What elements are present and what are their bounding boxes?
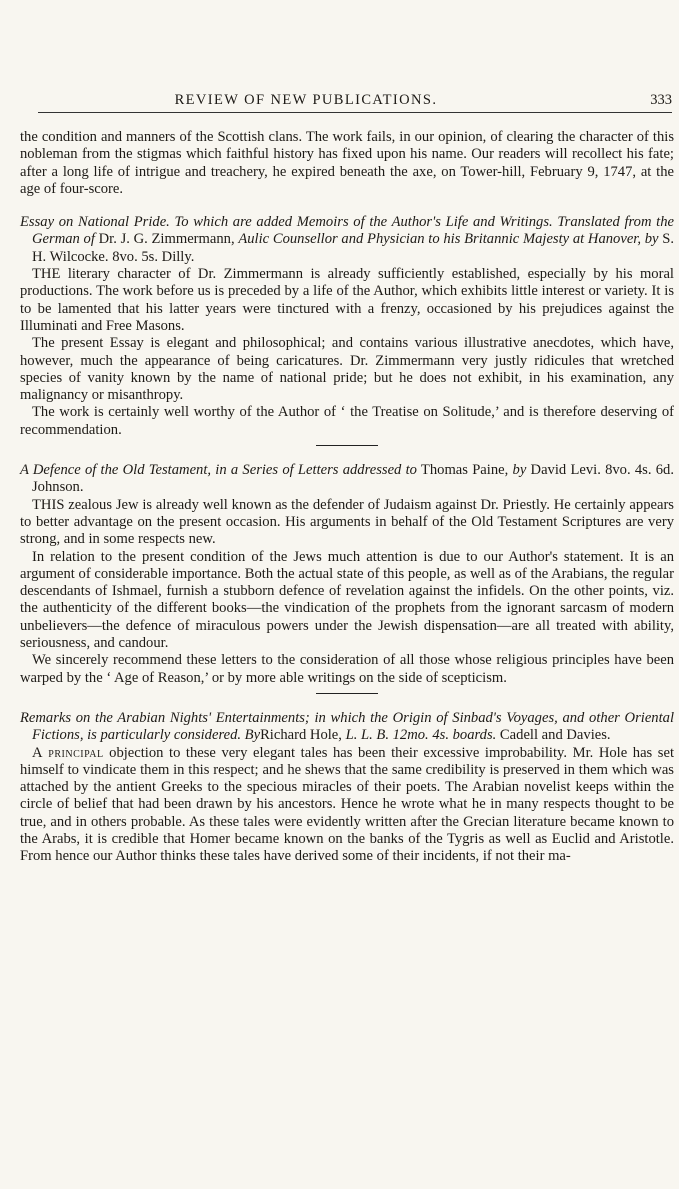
entry-paragraph: We sincerely recommend these letters to the consideration of all those whose religious principles have been warped by the ‘ Age of Reason,’ or by more able writings on the side of scepticism. [20,652,674,686]
running-title: REVIEW OF NEW PUBLICATIONS. [174,92,438,108]
entry-title-rest: Cadell and Davies. [496,727,611,744]
review-entry [20,214,674,446]
entry-paragraph [20,745,674,866]
entry-title [20,214,674,266]
section-divider [316,693,378,694]
entry-title [20,462,674,497]
entry-title-rest: David Levi. 8vo. 4s. 6d. Johnson. [32,462,674,496]
entry-title-italic: A Defence of the Old Testament, in a Series of Letters addressed to [20,462,417,479]
lead-smallcaps: A principal [32,744,104,761]
page-header [20,92,672,116]
entry-paragraph-text: objection to these very elegant tales has been their excessive improbability. Mr. Hole has set himself to vindicate them in this respect; and he shews that the same credibility is preserved in them which was attached by the antient Greeks to the specious miracles of their poets. The Arabian novelist keeps within the circle of belief that had been drawn by his ancestors. Hence he wrote what he in many respects thought to be true, and in others probable. As these tales were evidently written after the Grecian literature became known to the Arabs, it is credible that Homer became known on the banks of the Tygris as well as Euclid and Aristotle. From hence our Author thinks these tales have derived some of their incidents, if not their ma- [20,744,675,865]
entry-paragraph: The present Essay is elegant and philosophical; and contains various illustrative anecdotes, which have, however, much the appearance of being caricatures. Dr. Zimmermann very justly ridicules that wretched species of vanity known by the name of national pride; but he does not exhibit, in his examination, any malignancy or misanthropy. [20,335,674,404]
entry-paragraph: THIS zealous Jew is already well known as the defender of Judaism against Dr. Priestly. He certainly appears to better advantage on the present occasion. His arguments in behalf of the Old Testament Scriptures are very strong, and in some respects new. [20,496,674,548]
header-rule [38,112,672,113]
entry-title-italic-2: by [512,462,527,479]
entry-title-author: Thomas Paine, [416,462,513,479]
entry-title-italic-2: L. L. B. 12mo. 4s. boards. [345,727,497,744]
entry-paragraph: In relation to the present condition of the Jews much attention is due to our Author's statement. It is an argument of considerable importance. Both the actual state of this people, as well as of the Arabians, the regular descendants of Ishmael, furnish a stubborn defence of revelation against the infidels. On the other points, viz. the authenticity of the different books—the vindication of the prophets from the ignorant sarcasm of modern unbelievers—the defence of miraculous powers under the Jewish dispensation—are all treated with ability, seriousness, and candour. [20,548,674,652]
page-number: 333 [650,92,672,108]
entry-title-author: Richard Hole, [260,727,346,744]
entry-title-italic-2: Aulic Counsellor and Physician to his Britannic Majesty at Hanover, by [238,231,659,248]
entry-title [20,710,674,745]
entry-title-italic: Remarks on the Arabian Nights' Entertainments; in which the Origin of Sinbad's Voyages, and other Oriental Fictions, is particularly considered. By [20,709,674,744]
section-divider [316,445,378,446]
entry-title-italic: Essay on National Pride. To which are added Memoirs of the Author's Life and Writings. Translated from the German of [20,214,674,248]
review-entry [20,462,674,694]
page-body [20,129,674,866]
entry-paragraph: THE literary character of Dr. Zimmermann is already sufficiently established, especially by his moral productions. The work before us is preceded by a life of the Author, which exhibits little interest or variety. It is to be lamented that his latter years were tinctured with a frenzy, occasioned by his prejudices against the Illuminati and Free Masons. [20,266,674,334]
entry-paragraph: The work is certainly well worthy of the Author of ‘ the Treatise on Solitude,’ and is therefore deserving of recommendation. [20,404,674,438]
opening-paragraph: the condition and manners of the Scottish clans. The work fails, in our opinion, of clearing the character of this nobleman from the stigmas which faithful history has fixed upon his name. Our readers will recollect his fate; after a long life of intrigue and treachery, he expired beneath the axe, on Tower-hill, February 9, 1747, at the age of four-score. [20,129,674,197]
review-entry [20,710,674,866]
entry-title-rest: S. H. Wilcocke. 8vo. 5s. Dilly. [32,231,674,265]
entry-title-author: Dr. J. G. Zimmermann, [94,231,239,248]
